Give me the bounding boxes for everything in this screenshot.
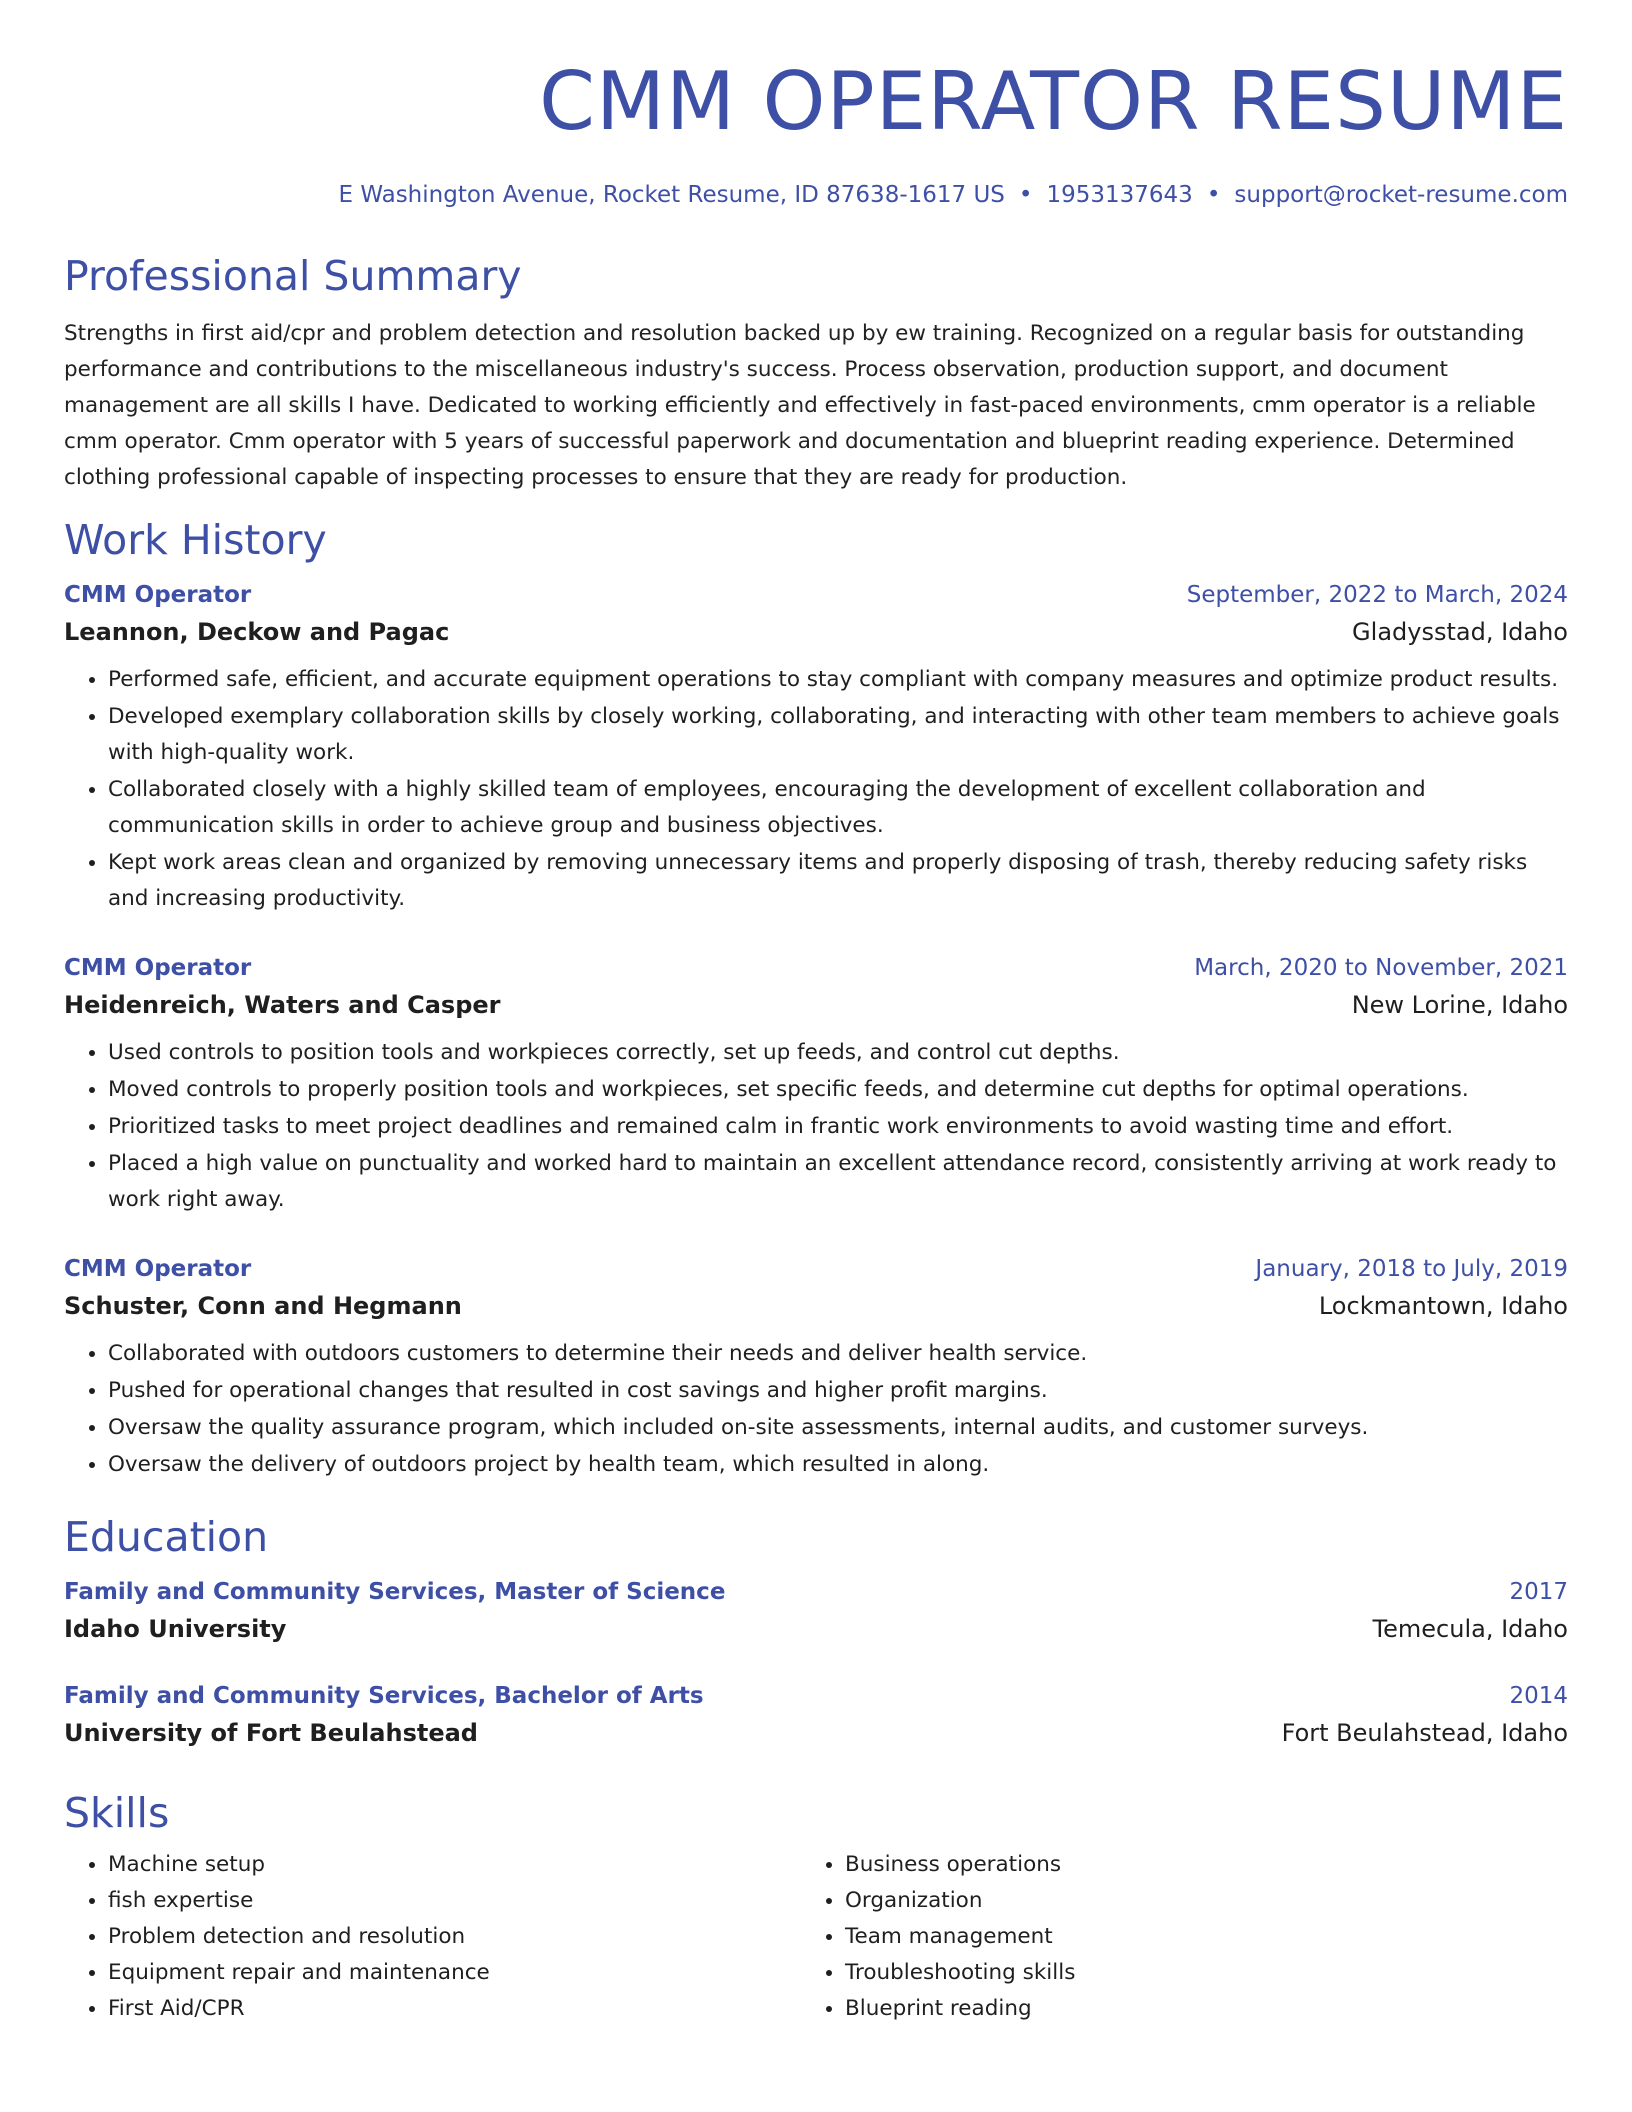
- contact-email: support@rocket-resume.com: [1234, 182, 1568, 208]
- job-entry: [64, 578, 1568, 917]
- edu-header-row: [64, 1575, 1568, 1609]
- contact-address: E Washington Avenue, Rocket Resume, ID 87638-1617 US: [338, 182, 1005, 208]
- job-entry: [64, 951, 1568, 1218]
- resume-title: CMM OPERATOR RESUME: [539, 55, 1568, 148]
- job-bullet: • Kept work areas clean and organized by removing unnecessary items and properly disposing of trash, thereby reducing safety risks and increasing productivity.: [108, 845, 1568, 917]
- job-header-row: [64, 1252, 1568, 1286]
- job-bullet: • Oversaw the quality assurance program, which included on-site assessments, internal audits, and customer surveys.: [108, 1410, 1568, 1446]
- job-bullet: • Collaborated closely with a highly skilled team of employees, encouraging the development of excellent collaboration and communication skills in order to achieve group and business objectives.: [108, 772, 1568, 844]
- edu-degree: Family and Community Services, Master of Science: [64, 1579, 726, 1605]
- edu-location: Temecula, Idaho: [1372, 1615, 1568, 1643]
- edu-degree: Family and Community Services, Bachelor of Arts: [64, 1683, 704, 1709]
- skills-columns: [64, 1847, 1568, 2027]
- contact-line: [64, 180, 1568, 210]
- job-dates: September, 2022 to March, 2024: [1186, 582, 1568, 608]
- summary-text: Strengths in first aid/cpr and problem detection and resolution backed up by ew training. Recognized on a regular basis for outstanding performance and contributions to the miscellaneous industry's success. Process observation, production support, and document management are all skills I have. Dedicated to working efficiently and effectively in fast-paced environments, cmm operator is a reliable cmm operator. Cmm operator with 5 years of successful paperwork and documentation and blueprint reading experience. Determined clothing professional capable of inspecting processes to ensure that they are ready for production.: [64, 321, 1536, 490]
- job-bullets: [64, 1035, 1568, 1218]
- job-bullet: • Pushed for operational changes that resulted in cost savings and higher profit margins.: [108, 1373, 1568, 1409]
- skill-item: • Business operations: [845, 1847, 1538, 1883]
- edu-school: Idaho University: [64, 1615, 287, 1643]
- skills-list: [801, 1847, 1538, 2027]
- contact-separator: •: [1206, 182, 1221, 208]
- job-company: Leannon, Deckow and Pagac: [64, 618, 450, 646]
- resume-header: [64, 50, 1568, 210]
- edu-school-row: [64, 1609, 1568, 1649]
- contact-separator: •: [1018, 182, 1033, 208]
- job-dates: January, 2018 to July, 2019: [1255, 1256, 1568, 1282]
- job-bullet: • Collaborated with outdoors customers to determine their needs and deliver health service.: [108, 1336, 1568, 1372]
- job-bullet: • Moved controls to properly position tools and workpieces, set specific feeds, and determine cut depths for optimal operations.: [108, 1072, 1568, 1108]
- job-location: Gladysstad, Idaho: [1352, 618, 1568, 646]
- job-location: New Lorine, Idaho: [1351, 991, 1568, 1019]
- job-entry: [64, 1252, 1568, 1483]
- job-header-row: [64, 951, 1568, 985]
- edu-header-row: [64, 1679, 1568, 1713]
- job-bullet: • Performed safe, efficient, and accurate equipment operations to stay compliant with company measures and optimize product results.: [108, 662, 1568, 698]
- job-bullets: [64, 662, 1568, 917]
- skills-heading: Skills: [64, 1789, 170, 1837]
- edu-location: Fort Beulahstead, Idaho: [1281, 1719, 1568, 1747]
- job-role: CMM Operator: [64, 582, 252, 608]
- contact-phone: 1953137643: [1046, 182, 1193, 208]
- education-entry: [64, 1679, 1568, 1753]
- job-bullet: • Placed a high value on punctuality and worked hard to maintain an excellent attendance record, consistently arriving at work ready to work right away.: [108, 1146, 1568, 1218]
- job-bullet: • Developed exemplary collaboration skills by closely working, collaborating, and interacting with other team members to achieve goals with high-quality work.: [108, 699, 1568, 771]
- job-role: CMM Operator: [64, 955, 252, 981]
- job-bullet: • Oversaw the delivery of outdoors project by health team, which resulted in along.: [108, 1447, 1568, 1483]
- skill-item: • Equipment repair and maintenance: [108, 1955, 801, 1991]
- education-entry: [64, 1575, 1568, 1649]
- job-bullets: [64, 1336, 1568, 1483]
- job-company: Schuster, Conn and Hegmann: [64, 1292, 462, 1320]
- job-company-row: [64, 612, 1568, 652]
- skill-item: • Organization: [845, 1883, 1538, 1919]
- skills-column-right: [801, 1847, 1538, 2027]
- summary-heading: Professional Summary: [64, 252, 522, 300]
- work-history-heading: Work History: [64, 516, 327, 564]
- job-role: CMM Operator: [64, 1256, 252, 1282]
- skill-item: • fish expertise: [108, 1883, 801, 1919]
- job-company-row: [64, 985, 1568, 1025]
- job-bullet: • Prioritized tasks to meet project deadlines and remained calm in frantic work environments to avoid wasting time and effort.: [108, 1109, 1568, 1145]
- edu-school: University of Fort Beulahstead: [64, 1719, 478, 1747]
- skill-item: • Problem detection and resolution: [108, 1919, 801, 1955]
- skill-item: • Troubleshooting skills: [845, 1955, 1538, 1991]
- skill-item: • First Aid/CPR: [108, 1991, 801, 2027]
- skill-item: • Blueprint reading: [845, 1991, 1538, 2027]
- edu-year: 2017: [1509, 1579, 1568, 1605]
- job-company-row: [64, 1286, 1568, 1326]
- job-dates: March, 2020 to November, 2021: [1194, 955, 1568, 981]
- job-bullet: • Used controls to position tools and workpieces correctly, set up feeds, and control cut depths.: [108, 1035, 1568, 1071]
- skill-item: • Machine setup: [108, 1847, 801, 1883]
- education-heading: Education: [64, 1513, 269, 1561]
- edu-school-row: [64, 1713, 1568, 1753]
- edu-year: 2014: [1509, 1683, 1568, 1709]
- skills-list: [64, 1847, 801, 2027]
- job-header-row: [64, 578, 1568, 612]
- skills-column-left: [64, 1847, 801, 2027]
- skill-item: • Team management: [845, 1919, 1538, 1955]
- job-company: Heidenreich, Waters and Casper: [64, 991, 501, 1019]
- job-location: Lockmantown, Idaho: [1318, 1292, 1568, 1320]
